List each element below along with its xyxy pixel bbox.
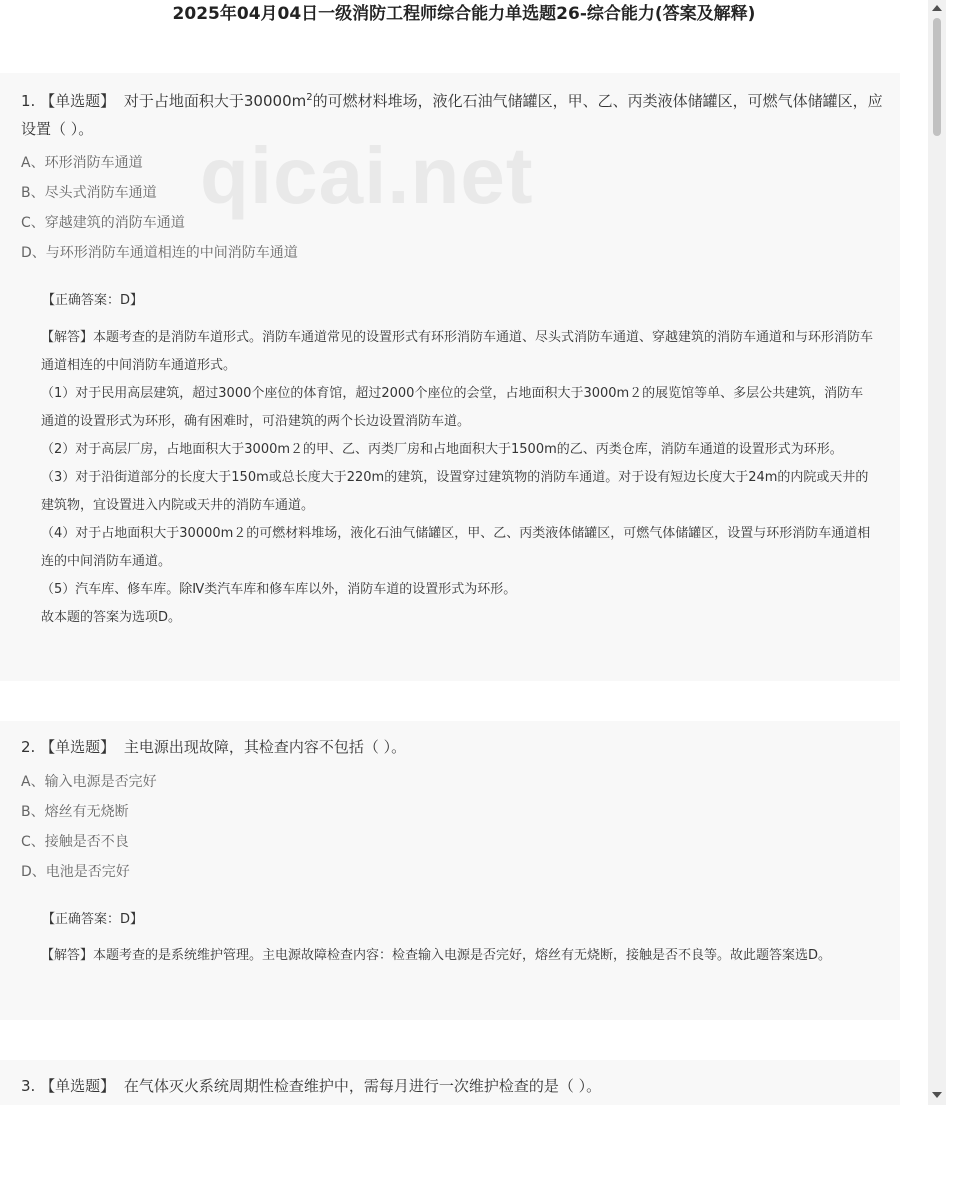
- question-card-3: [0, 1060, 900, 1105]
- question-type-tag: 【单选题】: [40, 738, 116, 756]
- question-stem: [21, 1072, 884, 1100]
- question-text-rest: 的可燃材料堆场，液化石油气储罐区，甲、乙、丙类液体储罐区，可燃气体储罐区，应设置（ ）。: [21, 92, 883, 138]
- vertical-scrollbar[interactable]: [928, 0, 946, 1105]
- explanation: [41, 324, 876, 632]
- question-stem: [21, 733, 884, 761]
- question-number: 3.: [21, 1077, 36, 1095]
- scrollbar-thumb[interactable]: [933, 18, 941, 136]
- option-c[interactable]: C、穿越建筑的消防车通道: [21, 215, 185, 231]
- option-d[interactable]: D、电池是否完好: [21, 864, 130, 880]
- question-type-tag: 【单选题】: [40, 1077, 116, 1095]
- page-title: 2025年04月04日一级消防工程师综合能力单选题26-综合能力(答案及解释): [172, 4, 756, 24]
- option-a[interactable]: A、环形消防车通道: [21, 155, 143, 171]
- scroll-down-arrow-icon[interactable]: [932, 1092, 942, 1098]
- explanation-paragraph: （1）对于民用高层建筑，超过3000个座位的体育馆，超过2000个座位的会堂，占地面积大于3000m２的展览馆等单、多层公共建筑，消防车通道的设置形式为环形，确有困难时，可沿建筑的两个长边设置消防车道。: [41, 386, 864, 429]
- explanation-paragraph: （3）对于沿街道部分的长度大于150m或总长度大于220m的建筑，设置穿过建筑物的消防车通道。对于设有短边长度大于24m的内院或天井的建筑物，宜设置进入内院或天井的消防车通道。: [41, 470, 869, 513]
- explanation-paragraph: （5）汽车库、修车库。除Ⅳ类汽车库和修车库以外，消防车道的设置形式为环形。: [41, 582, 517, 597]
- option-d[interactable]: D、与环形消防车通道相连的中间消防车通道: [21, 245, 298, 261]
- question-text: 对于占地面积大于30000m: [123, 92, 307, 110]
- question-card-2: [0, 721, 900, 1020]
- option-a[interactable]: A、输入电源是否完好: [21, 774, 157, 790]
- question-number: 1.: [21, 92, 36, 110]
- explanation-paragraph: 【解答】本题考查的是系统维护管理。主电源故障检查内容：检查输入电源是否完好，熔丝有无烧断，接触是否不良等。故此题答案选D。: [41, 948, 832, 963]
- question-text: 主电源出现故障，其检查内容不包括（ ）。: [123, 738, 407, 756]
- question-text: 在气体灭火系统周期性检查维护中，需每月进行一次维护检查的是（ ）。: [123, 1077, 602, 1095]
- option-c[interactable]: C、接触是否不良: [21, 834, 129, 850]
- scroll-up-arrow-icon[interactable]: [932, 5, 942, 11]
- question-stem: [21, 87, 884, 143]
- explanation-paragraph: 【解答】本题考查的是消防车道形式。消防车通道常见的设置形式有环形消防车通道、尽头式消防车通道、穿越建筑的消防车通道和与环形消防车通道相连的中间消防车通道形式。: [41, 330, 874, 373]
- superscript: 2: [306, 92, 313, 103]
- question-type-tag: 【单选题】: [40, 92, 116, 110]
- watermark: qicai.net: [200, 131, 534, 220]
- explanation-paragraph: 故本题的答案为选项D。: [41, 610, 182, 625]
- correct-answer: 【正确答案：D】: [42, 912, 144, 927]
- option-b[interactable]: B、尽头式消防车通道: [21, 185, 157, 201]
- correct-answer: 【正确答案：D】: [42, 293, 144, 308]
- explanation-paragraph: （4）对于占地面积大于30000m２的可燃材料堆场，液化石油气储罐区，甲、乙、丙类液体储罐区，可燃气体储罐区，设置与环形消防车通道相连的中间消防车通道。: [41, 526, 871, 569]
- question-number: 2.: [21, 738, 36, 756]
- explanation: [41, 942, 876, 970]
- explanation-paragraph: （2）对于高层厂房，占地面积大于3000m２的甲、乙、丙类厂房和占地面积大于1500m的乙、丙类仓库，消防车通道的设置形式为环形。: [41, 442, 843, 457]
- question-card-1: [0, 73, 900, 681]
- option-b[interactable]: B、熔丝有无烧断: [21, 804, 129, 820]
